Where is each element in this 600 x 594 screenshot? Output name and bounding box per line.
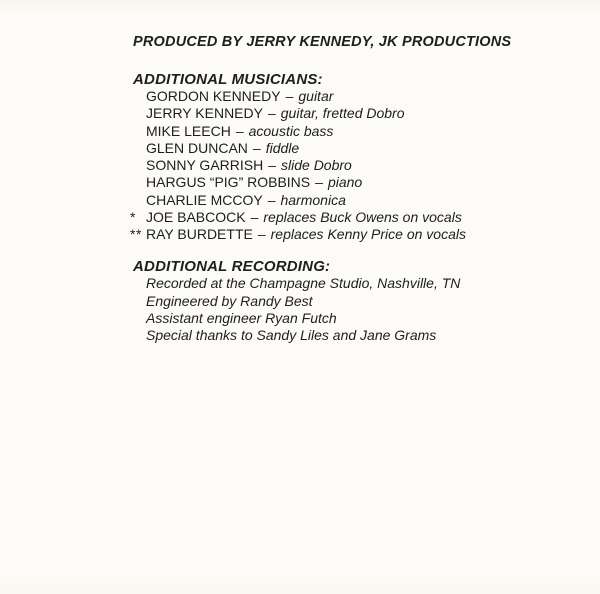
musician-row (133, 123, 560, 140)
musician-instrument: guitar (298, 88, 334, 104)
asterisk-prefix: * (130, 208, 136, 225)
separator-dash: – (250, 208, 259, 225)
asterisk-prefix: ** (130, 226, 142, 242)
produced-by-line: PRODUCED BY JERRY KENNEDY, JK PRODUCTIONS (133, 34, 512, 50)
musician-name: RAY BURDETTE (146, 226, 253, 242)
separator-dash: – (267, 105, 276, 122)
musician-row (130, 208, 560, 226)
musician-row (133, 157, 560, 174)
musician-instrument: fiddle (265, 139, 300, 156)
musician-row (130, 226, 560, 243)
recording-lines (133, 275, 560, 344)
musician-row (133, 140, 560, 157)
musician-row (133, 174, 560, 191)
musician-name: JERRY KENNEDY (146, 105, 263, 122)
separator-dash: – (285, 88, 294, 104)
separator-dash: – (252, 139, 261, 156)
musician-name: MIKE LEECH (146, 122, 231, 139)
musician-instrument: replaces Kenny Price on vocals (270, 226, 466, 242)
separator-dash: – (257, 226, 266, 242)
musician-row (133, 105, 560, 122)
additional-musicians-section (130, 71, 560, 243)
musician-row (133, 88, 560, 105)
musician-name: CHARLIE MCCOY (146, 191, 263, 208)
additional-musicians-heading-wrap (133, 71, 560, 88)
separator-dash: – (268, 157, 277, 173)
musician-instrument: acoustic bass (248, 122, 334, 139)
additional-recording-section (133, 258, 560, 344)
separator-dash: – (315, 174, 323, 191)
musician-instrument: replaces Buck Owens on vocals (263, 208, 462, 225)
additional-musicians-heading: ADDITIONAL MUSICIANS: (133, 71, 323, 88)
separator-dash: – (267, 191, 276, 208)
musician-name: GLEN DUNCAN (146, 139, 248, 156)
recording-credit-line: Engineered by Randy Best (146, 292, 313, 309)
musician-instrument: slide Dobro (281, 157, 352, 173)
musician-name: SONNY GARRISH (146, 157, 264, 173)
musician-instrument: harmonica (280, 191, 346, 208)
additional-recording-heading: ADDITIONAL RECORDING: (133, 258, 331, 276)
musician-name: HARGUS “PIG” ROBBINS (146, 174, 311, 191)
recording-credit-line: Assistant engineer Ryan Futch (146, 309, 337, 326)
separator-dash: – (235, 122, 244, 139)
musician-instrument: guitar, fretted Dobro (280, 105, 405, 122)
additional-recording-heading-wrap (133, 258, 560, 275)
recording-credit-line: Special thanks to Sandy Liles and Jane Grams (146, 327, 437, 343)
musician-name: JOE BABCOCK (146, 208, 246, 225)
recording-credit-line: Recorded at the Champagne Studio, Nashville, TN (146, 275, 461, 292)
musician-row (133, 192, 560, 209)
musicians-list (130, 88, 560, 243)
musician-name: GORDON KENNEDY (146, 88, 281, 104)
musician-instrument: piano (327, 174, 363, 191)
